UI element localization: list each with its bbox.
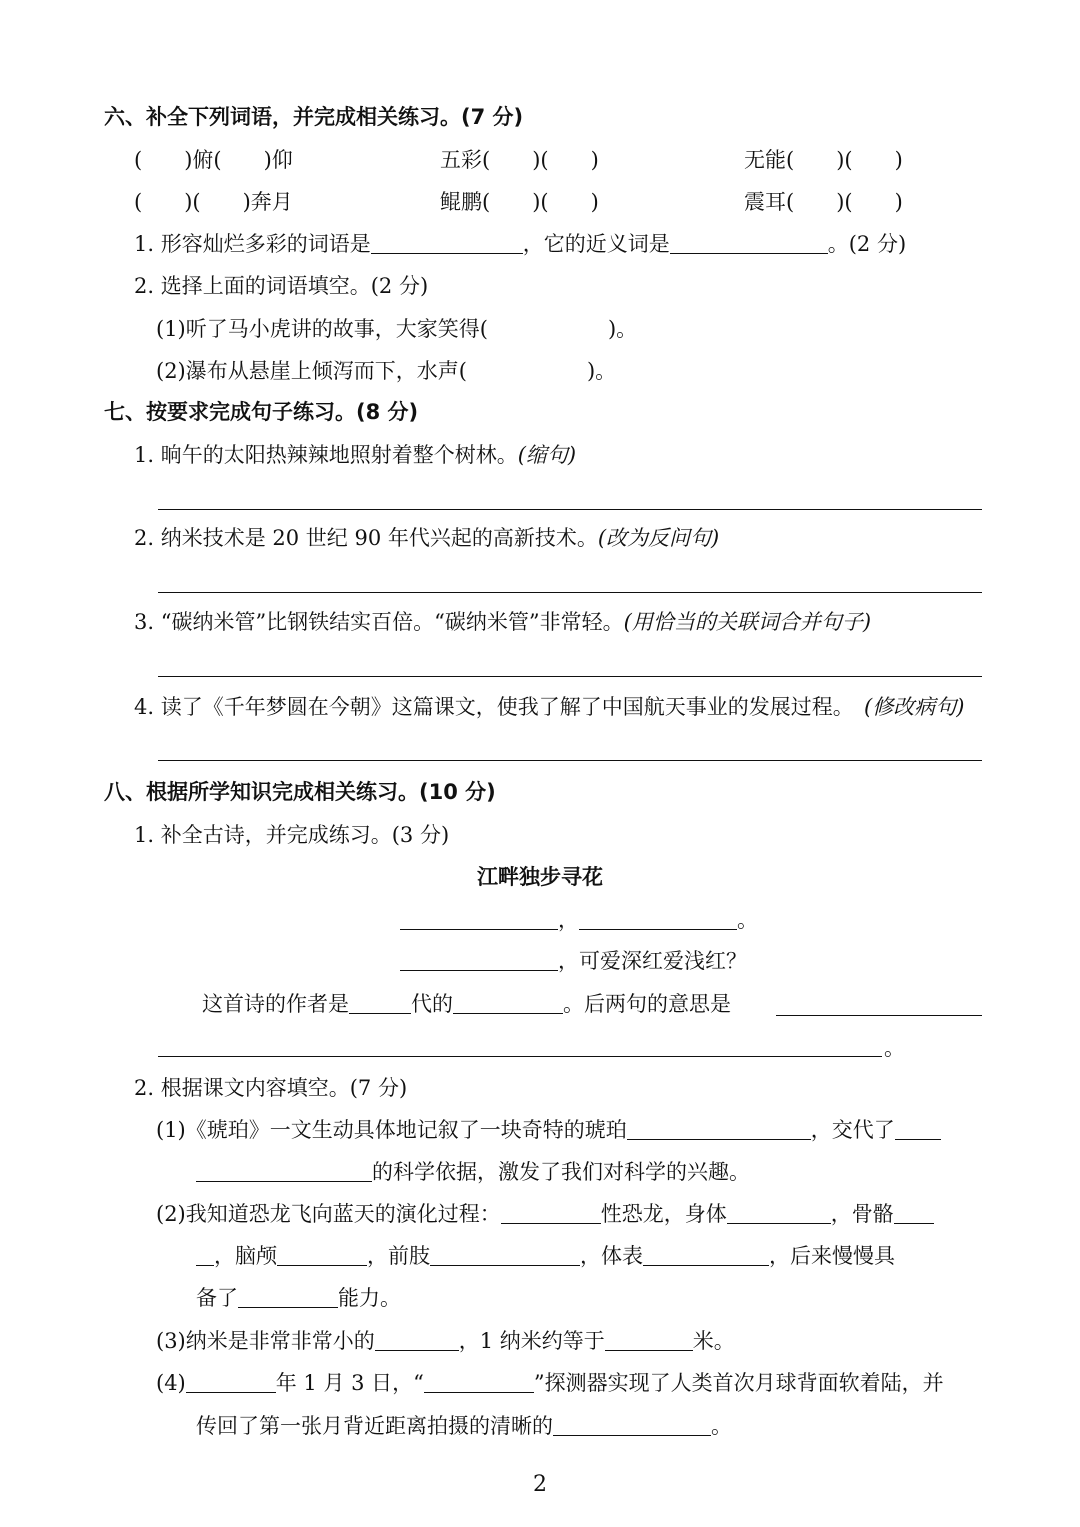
s7-question-1 (134, 441, 576, 469)
p2-text-b: 性恐龙，身体 (600, 1202, 727, 1226)
answer-blank[interactable] (453, 991, 563, 1014)
answer-blank[interactable] (277, 1243, 367, 1266)
p1-text-b: ，交代了 (810, 1118, 895, 1142)
answer-blank[interactable] (553, 1413, 711, 1436)
answer-blank[interactable] (579, 907, 737, 930)
p4-text-d: 传回了第一张月背近距离拍摄的清晰的 (196, 1414, 553, 1438)
p3-text-a: (3)纳米是非常非常小的 (156, 1329, 375, 1353)
s6-q1-text: 1. 形容灿烂多彩的词语是 (134, 232, 371, 256)
answer-blank[interactable] (605, 1328, 693, 1351)
s6-q1-text2: ，它的近义词是 (522, 232, 670, 256)
answer-blank[interactable] (643, 1243, 769, 1266)
word-item: 无能( )( ) (744, 148, 903, 172)
answer-blank[interactable] (430, 1243, 580, 1266)
poem-period: 。 (737, 908, 758, 932)
answer-blank[interactable] (371, 231, 523, 254)
answer-blank[interactable] (238, 1285, 338, 1308)
p2-text-e: ，前肢 (367, 1244, 430, 1268)
poem-title: 江畔独步寻花 (477, 865, 603, 889)
poem-line-1 (400, 906, 758, 934)
s8-q2-part-1-cont (196, 1158, 750, 1186)
author-text-b: 代的 (411, 992, 453, 1016)
answer-line[interactable] (158, 1056, 882, 1057)
p1-text-c: 的科学依据，激发了我们对科学的兴趣。 (372, 1160, 750, 1184)
s6-q2-1-text: (1)听了马小虎讲的故事，大家笑得( (156, 317, 488, 341)
s6-q2-sub-1 (156, 315, 637, 343)
s7-q3-text: 3. “碳纳米管”比钢铁结实百倍。“碳纳米管”非常轻。 (134, 610, 624, 634)
author-end-period: 。 (884, 1036, 905, 1060)
answer-blank[interactable] (196, 1159, 372, 1182)
s6-question-1 (134, 230, 906, 258)
answer-line[interactable] (776, 1015, 982, 1016)
answer-line[interactable] (158, 760, 982, 761)
s7-q4-task: (修改病句) (864, 695, 965, 719)
p2-text-h: 备了 (196, 1286, 238, 1310)
answer-blank[interactable] (894, 1201, 934, 1224)
poem-author-question (202, 990, 731, 1018)
s8-q2-part-2-cont (196, 1242, 895, 1270)
s8-q2-part-4-cont (196, 1412, 732, 1440)
s8-q2-part-4 (156, 1369, 944, 1397)
author-text-c: 。后两句的意思是 (563, 992, 731, 1016)
p3-text-c: 米。 (692, 1329, 735, 1353)
p2-text-d: ，脑颅 (214, 1244, 277, 1268)
answer-blank[interactable] (349, 991, 411, 1014)
s6-q2-2-end: )。 (586, 359, 617, 383)
answer-blank[interactable] (501, 1201, 601, 1224)
s8-q2-part-2-cont2 (196, 1284, 401, 1312)
poem-line-2-text: ，可爱深红爱浅红？ (558, 949, 747, 973)
answer-line[interactable] (158, 509, 982, 510)
p4-text-a: (4) (156, 1371, 186, 1395)
s7-question-2 (134, 524, 719, 552)
answer-blank[interactable] (424, 1370, 534, 1393)
s7-q3-task: (用恰当的关联词合并句子) (623, 610, 872, 634)
s7-question-4 (134, 693, 854, 721)
word-item: ( )( )奔月 (134, 190, 293, 214)
section-7-title: 七、按要求完成句子练习。(8 分) (104, 400, 419, 424)
p4-text-e: 。 (711, 1414, 732, 1438)
poem-line-2 (400, 947, 747, 975)
s6-q2-2-text: (2)瀑布从悬崖上倾泻而下，水声( (156, 359, 467, 383)
s8-q2-part-1 (156, 1116, 941, 1144)
s7-q4-text: 4. 读了《千年梦圆在今朝》这篇课文，使我了解了中国航天事业的发展过程。 (134, 695, 854, 719)
p2-text-f: ，体表 (580, 1244, 643, 1268)
answer-blank[interactable] (196, 1243, 214, 1266)
answer-blank[interactable] (627, 1117, 811, 1140)
s8-q2-part-3 (156, 1327, 735, 1355)
answer-blank[interactable] (186, 1370, 276, 1393)
p4-text-b: 年 1 月 3 日，“ (275, 1371, 424, 1395)
s6-question-2: 2. 选择上面的词语填空。(2 分) (134, 274, 429, 298)
word-item: 震耳( )( ) (744, 190, 903, 214)
s7-question-3 (134, 608, 871, 636)
section-8-title: 八、根据所学知识完成相关练习。(10 分) (104, 780, 496, 804)
p2-text-i: 能力。 (338, 1286, 401, 1310)
s6-q1-score: 。(2 分) (827, 232, 907, 256)
s6-q2-sub-2 (156, 357, 616, 385)
p2-text-a: (2)我知道恐龙飞向蓝天的演化过程： (156, 1202, 501, 1226)
p2-text-c: ，骨骼 (830, 1202, 894, 1226)
s8-q2-part-2 (156, 1200, 934, 1228)
poem-comma: ， (558, 908, 579, 932)
answer-line[interactable] (158, 592, 982, 593)
s6-q2-1-end: )。 (607, 317, 638, 341)
p1-text-a: (1)《琥珀》一文生动具体地记叙了一块奇特的琥珀 (156, 1118, 627, 1142)
answer-blank[interactable] (727, 1201, 831, 1224)
p4-text-c: ”探测器实现了人类首次月球背面软着陆，并 (533, 1371, 944, 1395)
answer-line[interactable] (158, 676, 982, 677)
word-item: 五彩( )( ) (440, 148, 599, 172)
s8-question-2: 2. 根据课文内容填空。(7 分) (134, 1076, 408, 1100)
answer-blank[interactable] (400, 948, 558, 971)
answer-blank[interactable] (400, 907, 558, 930)
section-6-title: 六、补全下列词语，并完成相关练习。(7 分) (104, 105, 524, 129)
p2-text-g: ，后来慢慢具 (769, 1244, 895, 1268)
p3-text-b: ，1 纳米约等于 (458, 1329, 605, 1353)
s8-question-1: 1. 补全古诗，并完成练习。(3 分) (134, 823, 450, 847)
s7-q1-task: (缩句) (517, 443, 577, 467)
s7-q1-text: 1. 晌午的太阳热辣辣地照射着整个树林。 (134, 443, 518, 467)
answer-blank[interactable] (670, 231, 828, 254)
word-item: 鲲鹏( )( ) (440, 190, 599, 214)
answer-blank[interactable] (375, 1328, 459, 1351)
answer-blank[interactable] (895, 1117, 941, 1140)
word-item: ( )俯( )仰 (134, 148, 293, 172)
s7-q2-task: (改为反问句) (597, 526, 720, 550)
author-text-a: 这首诗的作者是 (202, 992, 349, 1016)
page-number: 2 (533, 1472, 547, 1497)
s7-q2-text: 2. 纳米技术是 20 世纪 90 年代兴起的高新技术。 (134, 526, 598, 550)
